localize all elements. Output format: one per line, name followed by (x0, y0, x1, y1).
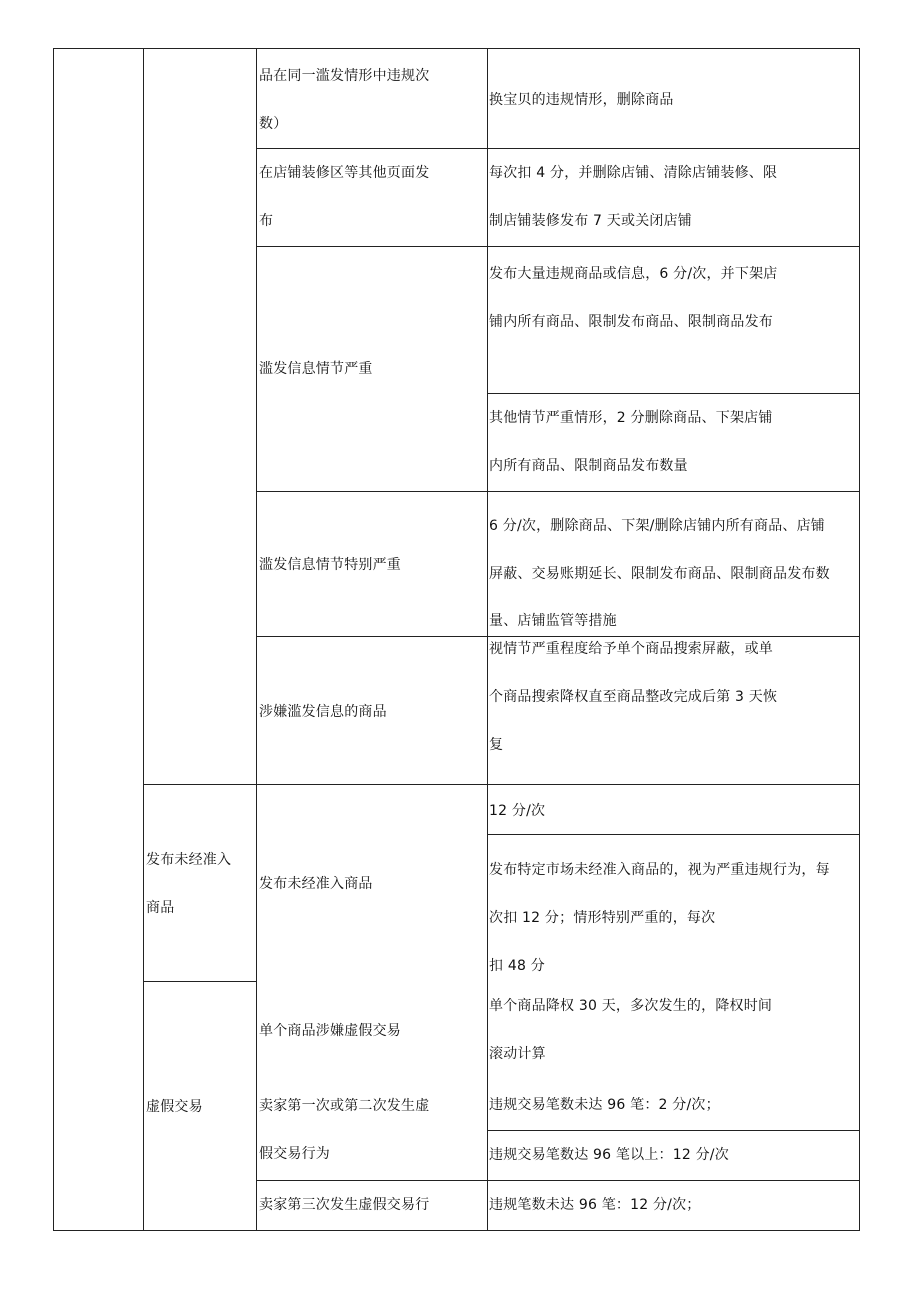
situation-first-second-line2: 假交易行为 (259, 1146, 330, 1162)
penalty-suspected-line1: 视情节严重程度给予单个商品搜索屏蔽，或单 (489, 641, 773, 657)
penalty-suspected-line2: 个商品搜索降权直至商品整改完成后第 3 天恢 (489, 689, 778, 705)
penalty-mass-line2: 铺内所有商品、限制发布商品、限制商品发布 (489, 314, 773, 330)
penalty-market-line1: 发布特定市场未经准入商品的，视为严重违规行为，每 (489, 862, 830, 878)
column-divider-3 (487, 48, 488, 1231)
penalty-decor-line2: 制店铺装修发布 7 天或关闭店铺 (489, 213, 693, 229)
penalty-third-below96: 违规笔数未达 96 笔：12 分/次； (489, 1197, 701, 1213)
table-right-border (859, 48, 860, 1231)
situation-third: 卖家第三次发生虚假交易行 (259, 1197, 430, 1213)
situation-especially-serious: 滥发信息情节特别严重 (259, 557, 401, 573)
row-divider (487, 393, 860, 394)
situation-single-fake: 单个商品涉嫌虚假交易 (259, 1023, 401, 1039)
situation-shop-decor-line2: 布 (259, 213, 274, 229)
row-divider (487, 1130, 860, 1131)
penalty-other-serious-line2: 内所有商品、限制商品发布数量 (489, 458, 688, 474)
category-unlisted-goods-line1: 发布未经准入 (146, 852, 232, 868)
row-divider (256, 246, 860, 247)
situation-unlisted: 发布未经准入商品 (259, 876, 373, 892)
penalty-swap: 换宝贝的违规情形，删除商品 (489, 92, 674, 108)
column-divider-1 (143, 48, 144, 1231)
penalty-below96: 违规交易笔数未达 96 笔：2 分/次； (489, 1097, 720, 1113)
penalty-especially-line2: 屏蔽、交易账期延长、限制发布商品、限制商品发布数 (489, 566, 830, 582)
penalty-market-line2: 次扣 12 分；情形特别严重的，每次 (489, 910, 716, 926)
category-fake-transaction: 虚假交易 (146, 1099, 203, 1115)
situation-suspected: 涉嫌滥发信息的商品 (259, 704, 387, 720)
table-left-border (53, 48, 54, 1231)
table-bottom-border (53, 1230, 860, 1231)
row-divider (143, 981, 256, 982)
table-top-border (53, 48, 860, 49)
penalty-downrank-line2: 滚动计算 (489, 1046, 546, 1062)
column-divider-2 (256, 48, 257, 1231)
penalty-decor-line1: 每次扣 4 分，并删除店铺、清除店铺装修、限 (489, 165, 778, 181)
penalty-especially-line3: 量、店铺监管等措施 (489, 613, 617, 629)
penalty-suspected-line3: 复 (489, 737, 504, 753)
penalty-mass-line1: 发布大量违规商品或信息，6 分/次，并下架店 (489, 266, 778, 282)
row-divider (256, 1180, 860, 1181)
situation-shop-decor-line1: 在店铺装修区等其他页面发 (259, 165, 430, 181)
penalty-downrank-line1: 单个商品降权 30 天，多次发生的，降权时间 (489, 998, 773, 1014)
row-divider (143, 784, 860, 785)
row-divider (487, 834, 860, 835)
situation-same-flood-count-line1: 品在同一滥发情形中违规次 (259, 68, 430, 84)
situation-same-flood-count-line2: 数） (259, 116, 288, 132)
penalty-especially-line1: 6 分/次，删除商品、下架/删除店铺内所有商品、店铺 (489, 518, 825, 534)
situation-serious: 滥发信息情节严重 (259, 361, 373, 377)
row-divider (256, 148, 860, 149)
category-unlisted-goods-line2: 商品 (146, 900, 175, 916)
situation-first-second-line1: 卖家第一次或第二次发生虚 (259, 1098, 430, 1114)
penalty-twelve: 12 分/次 (489, 803, 546, 819)
penalty-market-line3: 扣 48 分 (489, 958, 545, 974)
penalty-other-serious-line1: 其他情节严重情形，2 分删除商品、下架店铺 (489, 410, 773, 426)
penalty-above96: 违规交易笔数达 96 笔以上：12 分/次 (489, 1147, 729, 1163)
row-divider (256, 491, 860, 492)
row-divider (256, 636, 860, 637)
